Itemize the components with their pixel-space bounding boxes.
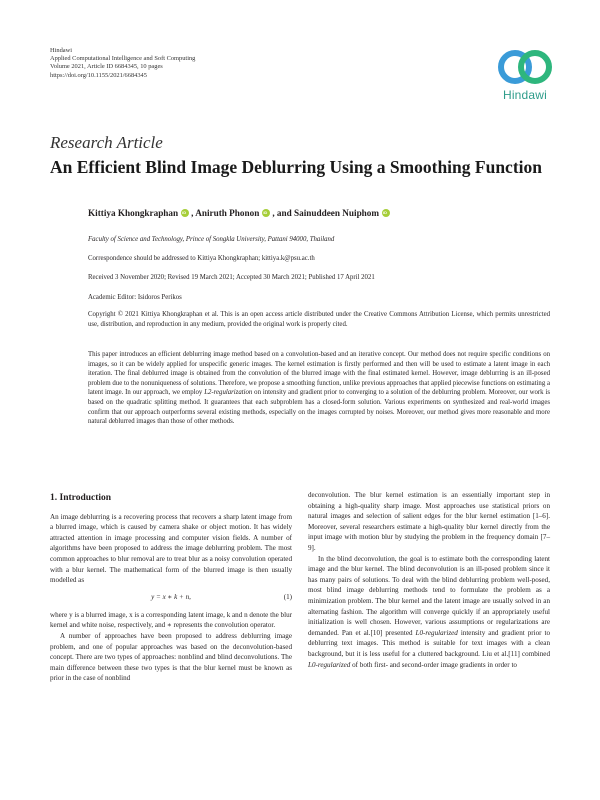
intro-where-paragraph: where y is a blurred image, x is a corresponding latent image, k and n denote the blur kernel and white noise, respectively, and ∗ represents the convolution operator. bbox=[50, 610, 292, 630]
l2-regularization-term: L2-regularization bbox=[204, 389, 253, 397]
section-heading: 1. Introduction bbox=[50, 493, 112, 503]
intro-paragraph-1: An image deblurring is a recovering process that recovers a sharp latent image from a blurred image, which is caused by camera shake or object motion. It has widely attracted attention in image processing and computer vision fields. A number of algorithms have been proposed to address the image deblurring problem. The most common approaches to blur removal are to treat blur as a noisy convolution operated with a blur kernel. The mathematical form of the blurred image is then usually modelled as bbox=[50, 512, 292, 585]
right-column bbox=[308, 490, 550, 670]
equation-1 bbox=[50, 592, 292, 606]
author-list: Kittiya KhongkraphaniD , Aniruth PhononiD , and Sainuddeen NuiphomiD bbox=[88, 208, 392, 218]
academic-editor: Academic Editor: Isidoros Perikos bbox=[88, 294, 182, 301]
orcid-icon[interactable] bbox=[262, 209, 270, 217]
equation-number: (1) bbox=[283, 592, 292, 601]
publisher-name: Hindawi bbox=[50, 47, 73, 54]
journal-info bbox=[50, 47, 195, 80]
intro-paragraph-4: In the blind deconvolution, the goal is to estimate both the corresponding latent image and the blur kernel. The blind deconvolution is an ill-posed problem since it has many pairs of solutions. To deal with the blind deblurring problem well-posed, most blind image deblurring methods tend to formulate the problem as a minimization problem. The blur kernel and the latent image are usually solved in an alternating fashion. The algorithm will converge quickly if an appropriately useful initialization is well chosen. However, various assumptions or regularizations are demanded. Pan et al.[10] presented L0-regularized intensity and gradient prior to deblurring text images. This method is suitable for text images with a clean background, but it is less useful for a cluttered background. Liu et al.[11] combined L0-regularized of both first- and second-order image gradients in order to bbox=[308, 554, 550, 669]
abstract: This paper introduces an efficient deblurring image method based on a convolution-based and an iterative concept. Our method does not require specific conditions on images, so it can be widely applied for unspecific generic images. The kernel estimation is firstly performed and then will be used to estimate a latent image in each iteration. The final deblurred image is obtained from the convolution of the blurred image with the final estimated kernel. However, image deblurring is an ill-posed problem due to the nonuniqueness of solutions. Therefore, we propose a smoothing function, unlike previous approaches that applied piecewise functions on estimating a latent image. In our approach, we employ L2-regularization on intensity and gradient prior to converging to a solution of the deblurring problem. Moreover, our work is based on the quadratic splitting method. It guarantees that each subproblem has a closed-form solution. Various experiments on synthesized and real-world images confirm that our approach outperforms several existing methods, especially on the images corrupted by noises. Moreover, our method gives more reasonable and more natural deblurred images than those of other methods. bbox=[88, 351, 550, 426]
copyright-notice: Copyright © 2021 Kittiya Khongkraphan et al. This is an open access article distributed under the Creative Commons Attribution License, which permits unrestricted use, distribution, and reproduction in any medium, provided the original work is properly cited. bbox=[88, 311, 550, 328]
paper-title: An Efficient Blind Image Deblurring Using a Smoothing Function bbox=[50, 157, 542, 177]
intro-paragraph-2: A number of approaches have been proposed to address deblurring image problem, and one of popular approaches was based on the deconvolution-based concept. There are two types of approaches: nonblind and blind deconvolutions. The main difference between these two types is that the blur kernel must be known as prior in the case of nonblind bbox=[50, 631, 292, 683]
orcid-icon[interactable] bbox=[382, 209, 390, 217]
left-column bbox=[50, 490, 292, 684]
equation-formula: y = x ∗ k + n, bbox=[151, 592, 191, 601]
doi-link[interactable]: https://doi.org/10.1155/2021/6684345 bbox=[50, 71, 147, 79]
logo-text: Hindawi bbox=[502, 88, 548, 102]
article-type: Research Article bbox=[50, 133, 163, 152]
intro-paragraph-3: deconvolution. The blur kernel estimation is an essentially important step in obtaining a high-quality sharp image. Most approaches use statistical priors on natural images and selection of salient edges for the blur kernel estimation [1–6]. Moreover, several researchers estimate a high-quality blur kernel directly from the input image with motion blur by studying the problem in the frequency domain [7–9]. bbox=[308, 491, 550, 552]
journal-name: Applied Computational Intelligence and Soft Computing bbox=[50, 55, 196, 63]
affiliation: Faculty of Science and Technology, Prince of Songkla University, Pattani 94000, Thailand bbox=[88, 236, 335, 243]
orcid-icon[interactable] bbox=[181, 209, 189, 217]
author-3[interactable]: and Sainuddeen Nuiphom bbox=[276, 208, 380, 218]
author-2[interactable]: Aniruth Phonon bbox=[195, 208, 260, 218]
correspondence: Correspondence should be addressed to Kittiya Khongkraphan; kittiya.k@psu.ac.th bbox=[88, 255, 315, 262]
volume-line: Volume 2021, Article ID 6684345, 10 pages bbox=[50, 63, 163, 71]
publication-dates: Received 3 November 2020; Revised 19 March 2021; Accepted 30 March 2021; Published 17 April 2021 bbox=[88, 274, 375, 281]
author-1[interactable]: Kittiya Khongkraphan bbox=[88, 208, 179, 218]
